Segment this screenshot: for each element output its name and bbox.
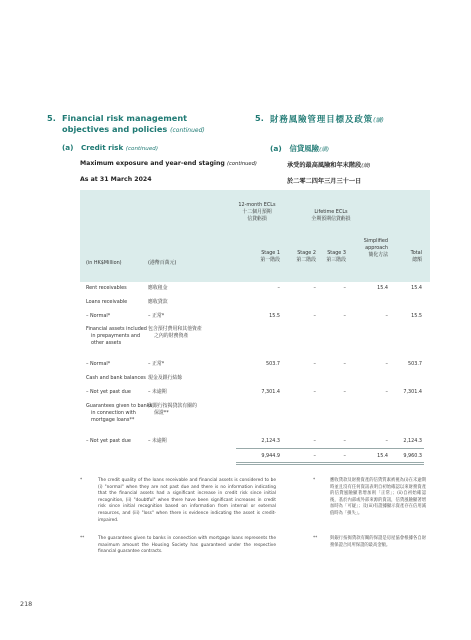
row-label-zh-normal: – 正常* [148, 313, 165, 319]
cell-total: 503.7 [407, 361, 422, 367]
col-total-zh: 總額 [412, 257, 422, 263]
group-12m-header [236, 202, 278, 223]
col-stage3-zh: 第三階段 [326, 257, 346, 263]
footnote-mark-2: ** [80, 536, 85, 541]
cell-stage2: – [313, 361, 316, 367]
cell-stage3: – [343, 285, 346, 291]
row-label-zh-guarantees [148, 403, 197, 417]
section-number-zh: 5. [255, 113, 264, 123]
footnote-mark-2-zh: ** [313, 536, 318, 541]
table-date-zh: 於二零二四年三月三十一日 [287, 178, 362, 185]
row-label-zh-line: 與銀行按揭貸款有關的 [148, 403, 197, 409]
footnote-mark-1: * [80, 478, 83, 483]
cell-stage2: – [313, 389, 316, 395]
subsection-title-text: Credit risk [80, 143, 124, 152]
row-label-guarantees [86, 403, 152, 424]
cell-total: 15.4 [411, 285, 422, 291]
row-label-zh-financial-assets [148, 326, 202, 340]
row-label-zh-line: 包含預付費用和其他資產 [148, 326, 202, 332]
col-stage2-zh: 第二階段 [296, 257, 316, 263]
table-title-text: Maximum exposure and year-end staging [80, 160, 225, 167]
cell-simplified: – [385, 361, 388, 367]
footnote-1-en: The credit quality of the loans receivable and financial assets is considered to be (i) "normal" when they are not past due and there is no information indicating that the financial assets had a significant increase in credit risk since initial recognition, (ii) "doubtful" when there have been significant increases in credit risk since initial recognition based on information from internal or external resources, and (iii) "loss" when there is evidence indicating the asset is credit-impaired. [98, 478, 276, 523]
unit-label: (in HK$Million) [86, 260, 122, 266]
cell-simplified: – [385, 438, 388, 444]
footnote-2-en: The guarantees given to banks in connection with mortgage loans represents the maximum amount the Housing Society has guaranteed under the respective financial guarantee contracts. [98, 536, 276, 555]
col-stage3-en: Stage 3 [327, 250, 346, 256]
subsection-title-zh-suffix: (續) [319, 147, 330, 153]
row-label-not-yet-past-due: – Not yet past due [86, 389, 131, 395]
col-stage1-zh: 第一階段 [260, 257, 280, 263]
footnote-mark-1-zh: * [313, 478, 316, 483]
group-12m-zh1: 十二個月預期 [242, 209, 272, 215]
row-label-not-yet-past-due: – Not yet past due [86, 438, 131, 444]
section-title-zh [270, 113, 384, 125]
table-title-zh-suffix: (續) [361, 163, 371, 169]
cell-simplified: 15.4 [377, 285, 388, 291]
row-label-line: in connection with [91, 410, 136, 416]
row-label-normal: – Normal* [86, 361, 111, 367]
total-simplified: 15.4 [377, 453, 388, 459]
col-stage1-header [244, 250, 280, 264]
footnote-1-zh: 應收貸款及財務資產的信貸質素被視為(i)在未逾期時並且沒有任何資訊表明自初始確認以來財務資產的信貸風險顯著增加則「正常」；(ii)自初始確認後，基於內部或外部來源的資訊，信貸風險顯著增加時為「可疑」；及(iii)有證據顯示資產存在信用減值時為「損失」。 [330, 478, 426, 516]
subsection-label-zh: (a) [270, 144, 282, 153]
total-rule [236, 462, 424, 463]
table-title-zh-text: 承受的最高風險和年末階段 [287, 162, 362, 169]
footnote-2-zh: 與銀行按揭貸款有關的保證是房屋協會根據各自財務保證合同所保證的最高金額。 [330, 536, 426, 548]
group-lifetime-en: Lifetime ECLs [314, 209, 348, 215]
row-label-normal: – Normal* [86, 313, 111, 319]
col-simplified-en2: approach [365, 245, 388, 251]
row-label-zh-line: 之內的財務資產 [154, 333, 189, 339]
row-label-zh-not-yet-past-due: – 未逾期 [148, 389, 167, 395]
cell-stage3: – [343, 313, 346, 319]
total-total: 9,960.3 [403, 453, 422, 459]
cell-stage2: – [313, 285, 316, 291]
col-total-header [396, 250, 422, 264]
cell-stage1: 503.7 [265, 361, 280, 367]
cell-stage1: 15.5 [269, 313, 280, 319]
section-title [62, 113, 232, 136]
section-title-suffix: (continued) [170, 127, 205, 134]
row-label-rent-receivables: Rent receivables [86, 285, 127, 291]
subsection-title-zh-text: 信貸風險 [289, 144, 320, 153]
row-label-line: Financial assets included [86, 326, 147, 332]
col-stage2-en: Stage 2 [297, 250, 316, 256]
col-total-en: Total [410, 250, 422, 256]
total-stage1: 9,944.9 [261, 453, 280, 459]
row-label-zh-normal: – 正常* [148, 361, 165, 367]
cell-simplified: – [385, 313, 388, 319]
row-label-zh-rent-receivables: 應收租金 [148, 285, 168, 291]
section-title-zh-suffix: (續) [373, 117, 384, 124]
group-lifetime-zh: 全期預期信貸虧損 [311, 216, 351, 222]
cell-total: 15.5 [411, 313, 422, 319]
subsection-title-suffix: (continued) [125, 146, 159, 152]
cell-stage3: – [343, 438, 346, 444]
subtotal-rule [236, 448, 424, 449]
col-stage3-header [314, 250, 346, 264]
row-label-loans-receivable: Loans receivable [86, 299, 128, 305]
row-label-line: mortgage loans** [91, 417, 135, 423]
cell-total: 7,301.4 [403, 389, 422, 395]
cell-total: 2,124.3 [403, 438, 422, 444]
cell-stage3: – [343, 389, 346, 395]
section-title-zh-text: 財務風險管理目標及政策 [270, 114, 374, 124]
row-label-zh-not-yet-past-due: – 未逾期 [148, 438, 167, 444]
row-label-financial-assets [86, 326, 147, 347]
row-label-line: other assets [91, 340, 122, 346]
total-stage3: – [343, 453, 346, 459]
row-label-line: in prepayments and [91, 333, 141, 339]
cell-stage3: – [343, 361, 346, 367]
cell-stage2: – [313, 313, 316, 319]
col-stage1-en: Stage 1 [261, 250, 280, 256]
cell-stage2: – [313, 438, 316, 444]
col-stage2-header [284, 250, 316, 264]
cell-stage1: 7,301.4 [261, 389, 280, 395]
col-simplified-en1: Simplified [363, 238, 388, 244]
subsection-title [62, 143, 158, 152]
col-simplified-zh: 簡化方法 [368, 252, 388, 258]
subsection-title-zh [270, 143, 329, 154]
table-title-suffix: (continued) [227, 161, 257, 167]
row-label-zh-cash-bank: 現金及銀行結餘 [148, 375, 183, 381]
section-title-text: Financial risk management objectives and policies [62, 113, 188, 134]
cell-stage1: – [277, 285, 280, 291]
row-label-zh-line: 保證** [154, 410, 169, 416]
total-stage2: – [313, 453, 316, 459]
row-label-line: Guarantees given to banks [86, 403, 153, 409]
row-label-zh-loans-receivable: 應收貸款 [148, 299, 168, 305]
col-simplified-header [352, 238, 388, 259]
subsection-label: (a) [62, 143, 74, 152]
unit-label-zh: (港幣百萬元) [148, 260, 177, 266]
row-label-cash-bank: Cash and bank balances [86, 375, 146, 381]
group-lifetime-header [300, 209, 362, 223]
group-12m-en: 12-month ECLs [238, 202, 276, 208]
table-date: As at 31 March 2024 [80, 176, 152, 183]
section-number: 5. [47, 113, 56, 123]
page-number: 218 [20, 600, 33, 608]
table-title [80, 160, 257, 167]
table-title-zh [287, 160, 371, 169]
cell-stage1: 2,124.3 [261, 438, 280, 444]
group-12m-zh2: 信貸虧損 [247, 216, 267, 222]
total-double-rule [236, 464, 424, 465]
cell-simplified: – [385, 389, 388, 395]
